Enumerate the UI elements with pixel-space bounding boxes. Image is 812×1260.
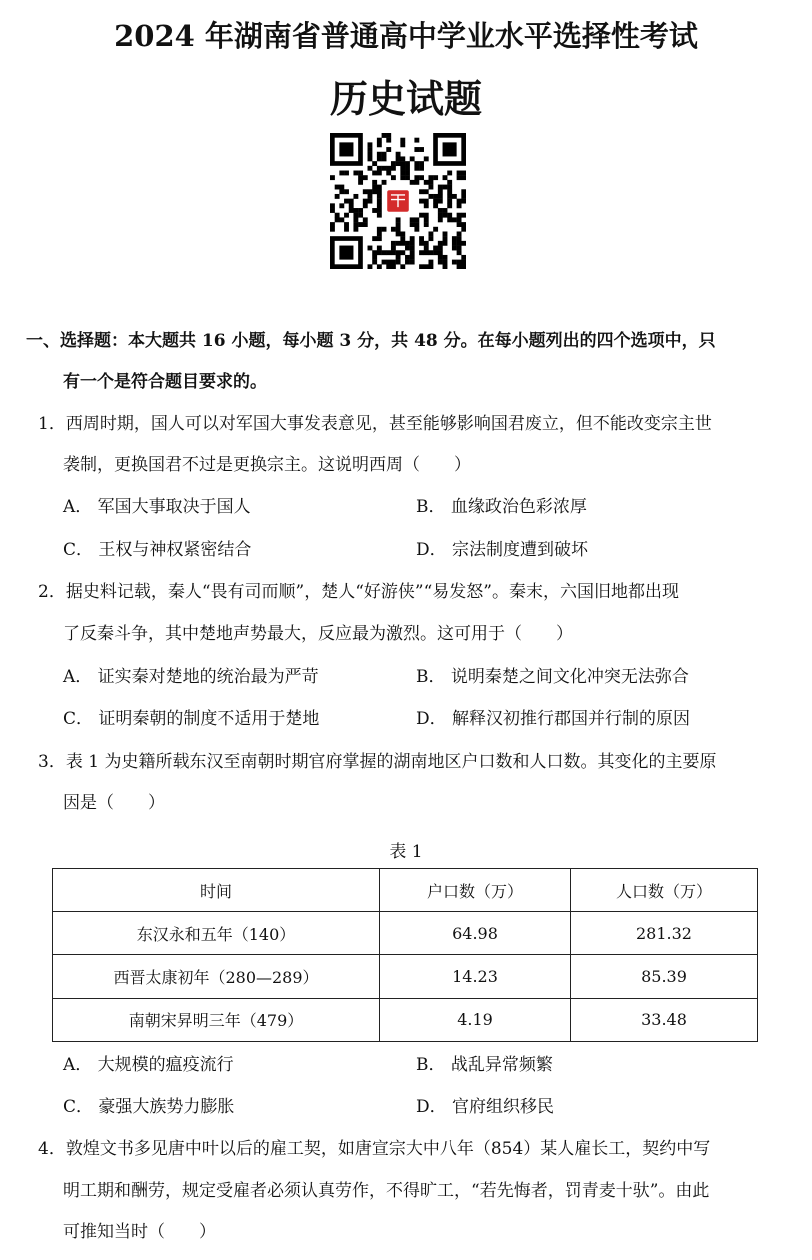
table-cell: 东汉永和五年（140）: [53, 912, 380, 955]
q3-stem-line2: 因是（ ）: [63, 793, 165, 813]
q1-option-a: A． 军国大事取决于国人: [63, 497, 251, 517]
qr-code-icon: [330, 133, 466, 269]
table-cell: 281.32: [571, 912, 758, 955]
q2-option-b: B． 说明秦楚之间文化冲突无法弥合: [416, 667, 689, 687]
table-cell: 西晋太康初年（280—289）: [53, 955, 380, 998]
q4-stem-line1: 4．敦煌文书多见唐中叶以后的雇工契，如唐宣宗大中八年（854）某人雇长工，契约中写: [38, 1139, 711, 1159]
data-table: [52, 868, 758, 1042]
table-header-time: 时间: [53, 869, 380, 912]
q2-option-d: D． 解释汉初推行郡国并行制的原因: [416, 709, 691, 729]
subject-title: 历史试题: [329, 76, 482, 121]
q1-option-d: D． 宗法制度遭到破坏: [416, 540, 589, 560]
table-cell: 4.19: [380, 998, 571, 1041]
q2-option-c: C． 证明秦朝的制度不适用于楚地: [63, 709, 320, 729]
table-row: [53, 912, 758, 955]
table-caption: 表 1: [389, 842, 423, 862]
table-header-population: 人口数（万）: [571, 869, 758, 912]
q1-stem-line1: 1．西周时期，国人可以对军国大事发表意见，甚至能够影响国君废立，但不能改变宗主世: [38, 414, 712, 434]
table-cell: 14.23: [380, 955, 571, 998]
table-cell: 南朝宋昇明三年（479）: [53, 998, 380, 1041]
table-header-households: 户口数（万）: [380, 869, 571, 912]
q1-option-b: B． 血缘政治色彩浓厚: [416, 497, 587, 517]
section-instruction-line1: 一、选择题：本大题共 16 小题，每小题 3 分，共 48 分。在每小题列出的四个选项中，只: [26, 331, 716, 351]
table-row: [53, 998, 758, 1041]
q3-option-a: A． 大规模的瘟疫流行: [63, 1055, 234, 1075]
table-row: [53, 955, 758, 998]
table-cell: 33.48: [571, 998, 758, 1041]
q1-option-c: C． 王权与神权紧密结合: [63, 540, 252, 560]
q4-stem-line3: 可推知当时（ ）: [63, 1222, 216, 1242]
q2-stem-line1: 2．据史料记载，秦人“畏有司而顺”，楚人“好游侠”“易发怒”。秦末，六国旧地都出现: [38, 582, 679, 602]
q2-stem-line2: 了反秦斗争，其中楚地声势最大，反应最为激烈。这可用于（ ）: [63, 624, 573, 644]
section-instruction-line2: 有一个是符合题目要求的。: [63, 372, 267, 392]
q3-stem-line1: 3．表 1 为史籍所载东汉至南朝时期官府掌握的湖南地区户口数和人口数。其变化的主要原: [38, 752, 717, 772]
table-cell: 85.39: [571, 955, 758, 998]
q1-stem-line2: 袭制，更换国君不过是更换宗主。这说明西周（ ）: [63, 455, 471, 475]
q2-option-a: A． 证实秦对楚地的统治最为严苛: [63, 667, 319, 687]
q4-stem-line2: 明工期和酬劳，规定受雇者必须认真劳作，不得旷工，“若先悔者，罚青麦十驮”。由此: [63, 1181, 710, 1201]
q3-option-c: C． 豪强大族势力膨胀: [63, 1097, 235, 1117]
table-cell: 64.98: [380, 912, 571, 955]
q3-option-d: D． 官府组织移民: [416, 1097, 555, 1117]
q3-option-b: B． 战乱异常频繁: [416, 1055, 553, 1075]
exam-title: 2024 年湖南省普通高中学业水平选择性考试: [114, 19, 698, 53]
